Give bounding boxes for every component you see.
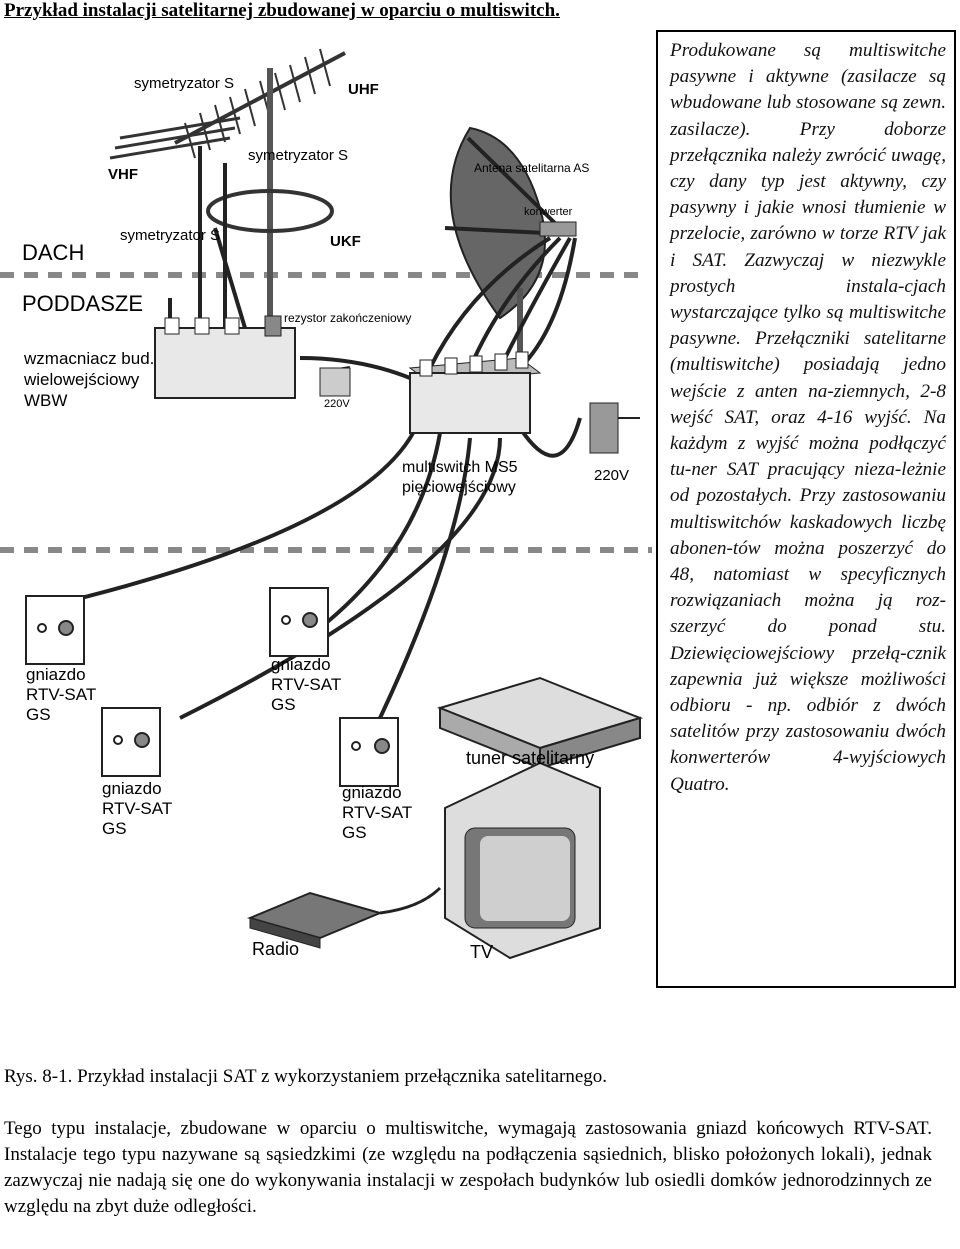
body-paragraph: Tego typu instalacje, zbudowane w oparciu o multiswitche, wymagają zastosowania gniazd końcowych RTV-SAT. Instalacje tego typu nazywane są sąsiedzkimi (ze względu na podłączenia sąsiednich, blisko położonych lokali), jednak zazwyczaj nie nadają się one do wykonywania instalacji w zespołach budynków lub osiedli domków jednorodzinnych ze względu na zbyt duże odległości. [4, 1118, 932, 1217]
label-gniazdo4-1: gniazdo [342, 783, 402, 802]
label-gniazdo2-2: RTV-SAT [271, 675, 342, 694]
label-gniazdo2-3: GS [271, 695, 296, 714]
label-symetryzator-left: symetryzator S [120, 227, 221, 244]
label-gniazdo1-1: gniazdo [26, 665, 86, 684]
label-tv: TV [470, 942, 494, 962]
label-dach: DACH [22, 240, 85, 265]
label-gniazdo3-2: RTV-SAT [102, 799, 173, 818]
label-gniazdo2-1: gniazdo [271, 655, 331, 674]
sidebar-note [656, 30, 956, 988]
page-title: Przykład instalacji satelitarnej zbudowanej w oparciu o multiswitch. [4, 0, 560, 21]
label-gniazdo3-1: gniazdo [102, 779, 162, 798]
label-220v-b: 220V [594, 467, 630, 484]
label-tuner: tuner satelitarny [466, 748, 595, 768]
label-poddasze: PODDASZE [22, 291, 144, 316]
multiswitch-ms5 [410, 352, 540, 433]
label-gniazdo1-2: RTV-SAT [26, 685, 97, 704]
label-220v-a: 220V [324, 398, 350, 410]
label-gniazdo3-3: GS [102, 819, 127, 838]
label-gniazdo4-3: GS [342, 823, 367, 842]
television [445, 763, 600, 958]
power-supply [590, 403, 640, 453]
label-konwerter: konwerter [524, 206, 573, 218]
label-vhf: VHF [108, 166, 138, 183]
label-wzmacniacz-1: wzmacniacz bud. [24, 349, 155, 368]
sidebar-text: Produkowane są multiswitche pasywne i aktywne (zasilacze są wbudowane lub stosowane są zewn. zasilacze). Przy doborze przełącznika należy zwrócić uwagę, czy dany typ jest aktywny, czy pasywny i jakie wnosi tłumienie w przelocie, zarówno w torze RTV jak i SAT. Zazwyczaj w niezwykle prostych instala-cjach wystarczające tylko są multiswitche pasywne. Przełączniki satelitarne (multiswitche) posiadają jedno wejście z anten na-ziemnych, 2-8 wejść SAT, oraz 4-16 wyjść. Na każdym z wyjść można podłączyć tu-ner SAT pracujący nieza-leżnie od pozostałych. Przy zastosowaniu multiswitchów kaskadowych liczbę abonen-tów można poszerzyć do 48, natomiast w specyficznych rozwiązaniach można ją roz-szerzyć do ponad stu. Dziewięciowejściowy przełą-cznik zapewnia już większe możliwości odbioru - np. odbiór z dwóch satelitów przy zastosowaniu dwóch konwerterów 4-wyjściowych Quatro. [670, 40, 946, 795]
label-symetryzator-mid: symetryzator S [248, 147, 349, 164]
label-antena-sat: Antena satelitarna AS [474, 161, 590, 175]
installation-diagram [0, 28, 652, 988]
figure-caption: Rys. 8-1. Przykład instalacji SAT z wykorzystaniem przełącznika satelitarnego. [4, 1066, 608, 1087]
label-ukf: UKF [330, 233, 361, 250]
label-rezystor: rezystor zakończeniowy [284, 311, 412, 325]
label-radio: Radio [252, 939, 300, 959]
label-multiswitch-2: pięciowejściowy [402, 479, 516, 496]
label-gniazdo4-2: RTV-SAT [342, 803, 413, 822]
label-uhf: UHF [348, 81, 379, 98]
label-symetryzator-top: symetryzator S [134, 75, 235, 92]
label-wzmacniacz-2: wielowejściowy [24, 370, 140, 389]
label-gniazdo1-3: GS [26, 705, 51, 724]
label-multiswitch-1: multiswitch MS5 [402, 459, 518, 476]
terrestrial-antenna [110, 49, 345, 348]
label-wzmacniacz-3: WBW [24, 391, 68, 410]
